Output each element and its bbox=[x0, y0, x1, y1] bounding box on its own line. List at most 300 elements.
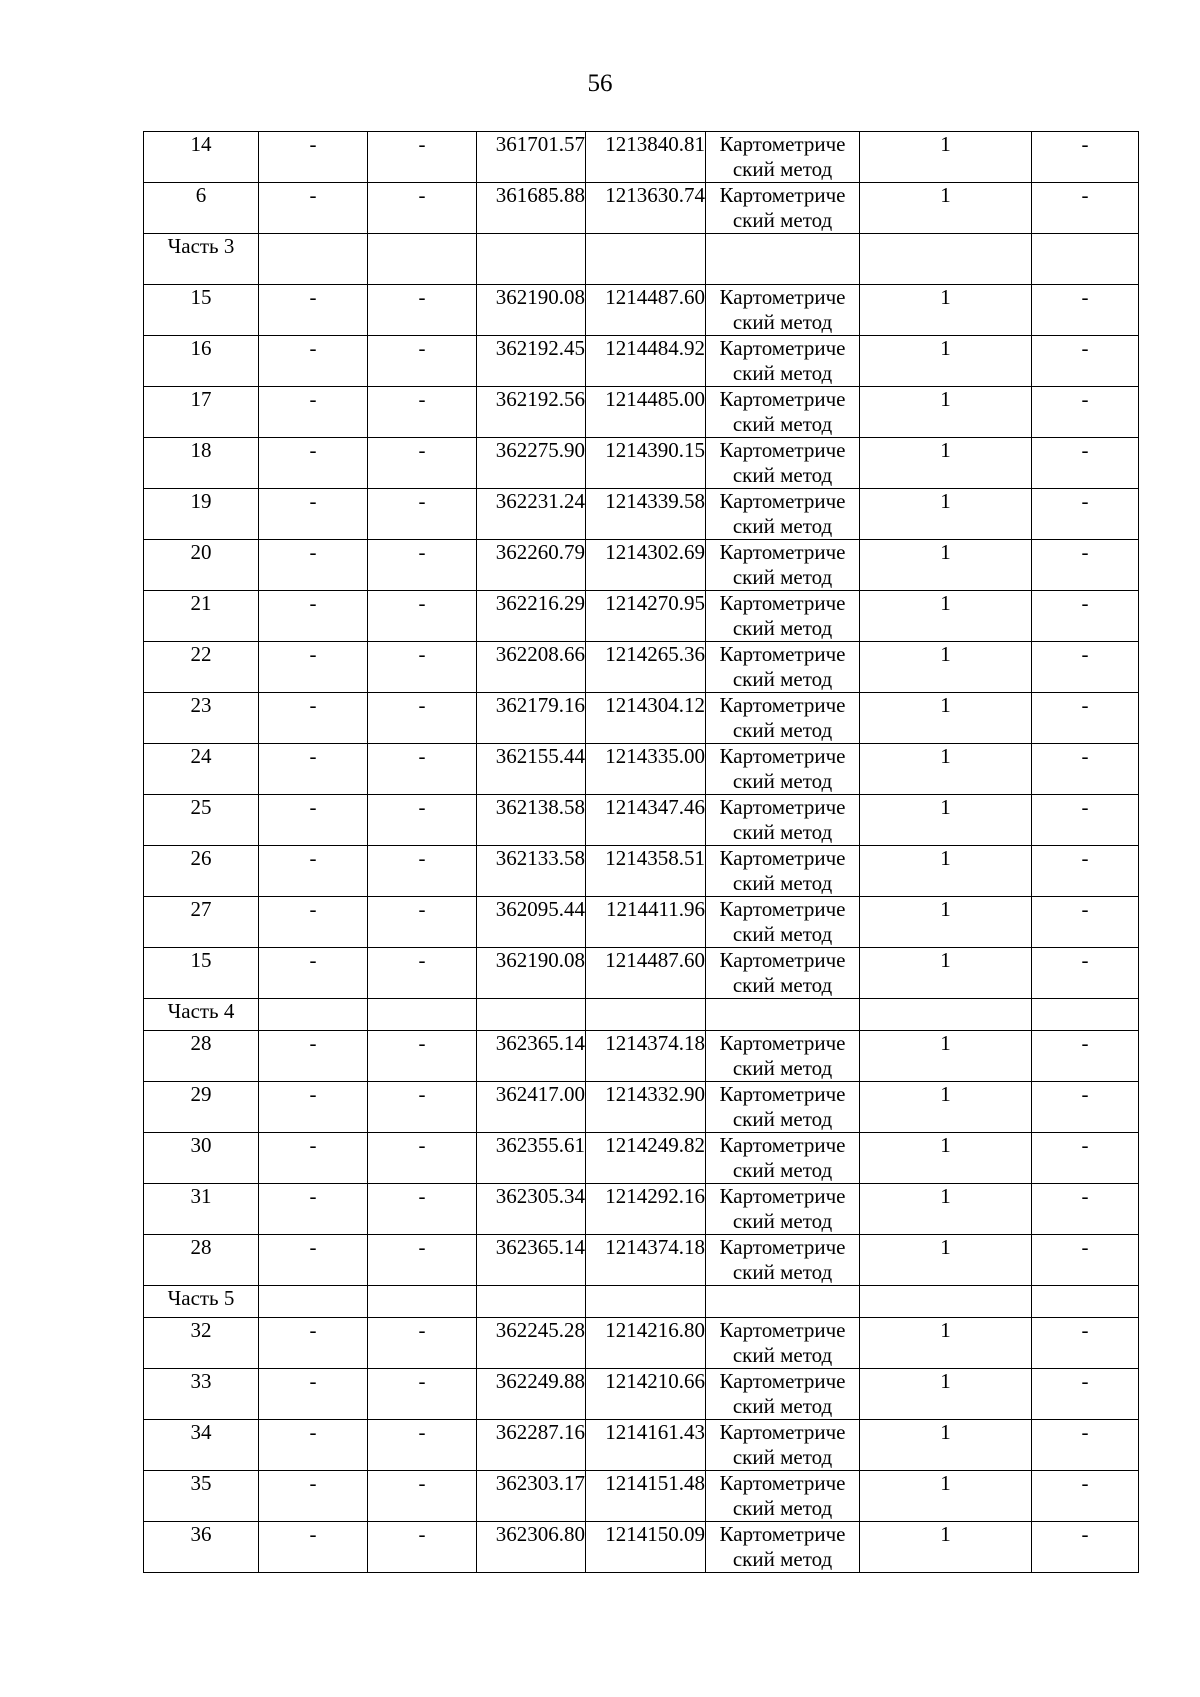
point-number-cell: 23 bbox=[144, 693, 259, 744]
section-row bbox=[144, 999, 1139, 1031]
method-text-line1: Картометриче bbox=[719, 897, 846, 921]
accuracy-cell: 1 bbox=[860, 540, 1032, 591]
y-coordinate-cell: 1214487.60 bbox=[586, 285, 706, 336]
dash-cell: - bbox=[368, 285, 477, 336]
point-number-cell: 26 bbox=[144, 846, 259, 897]
dash-cell: - bbox=[1032, 693, 1139, 744]
method-text-line2: ский метод bbox=[732, 514, 833, 538]
x-coordinate-cell: 362305.34 bbox=[477, 1184, 586, 1235]
y-coordinate-cell: 1214302.69 bbox=[586, 540, 706, 591]
x-coordinate-cell: 362417.00 bbox=[477, 1082, 586, 1133]
empty-cell bbox=[477, 999, 586, 1031]
x-coordinate-cell: 362287.16 bbox=[477, 1420, 586, 1471]
accuracy-cell: 1 bbox=[860, 846, 1032, 897]
y-coordinate-cell: 1214390.15 bbox=[586, 438, 706, 489]
y-coordinate-cell: 1214374.18 bbox=[586, 1031, 706, 1082]
point-number-cell: 25 bbox=[144, 795, 259, 846]
y-coordinate-cell: 1214374.18 bbox=[586, 1235, 706, 1286]
dash-cell: - bbox=[368, 336, 477, 387]
point-number-cell: 28 bbox=[144, 1031, 259, 1082]
method-text-line1: Картометриче bbox=[719, 693, 846, 717]
x-coordinate-cell: 362355.61 bbox=[477, 1133, 586, 1184]
point-number-cell: 20 bbox=[144, 540, 259, 591]
empty-cell bbox=[368, 999, 477, 1031]
dash-cell: - bbox=[368, 846, 477, 897]
x-coordinate-cell: 362260.79 bbox=[477, 540, 586, 591]
dash-cell: - bbox=[368, 1133, 477, 1184]
method-cell bbox=[706, 897, 860, 948]
method-text-line1: Картометриче bbox=[719, 642, 846, 666]
method-text-line1: Картометриче bbox=[719, 744, 846, 768]
method-text-line2: ский метод bbox=[732, 871, 833, 895]
method-text-line1: Картометриче bbox=[719, 285, 846, 309]
method-text-line1: Картометриче bbox=[719, 438, 846, 462]
section-row bbox=[144, 1286, 1139, 1318]
dash-cell: - bbox=[259, 540, 368, 591]
point-number-cell: 32 bbox=[144, 1318, 259, 1369]
empty-cell bbox=[586, 234, 706, 285]
method-text-line2: ский метод bbox=[732, 718, 833, 742]
point-number-cell: 19 bbox=[144, 489, 259, 540]
method-text-line2: ский метод bbox=[732, 565, 833, 589]
method-text-line1: Картометриче bbox=[719, 1471, 846, 1495]
method-cell bbox=[706, 948, 860, 999]
accuracy-cell: 1 bbox=[860, 1082, 1032, 1133]
x-coordinate-cell: 362190.08 bbox=[477, 285, 586, 336]
x-coordinate-cell: 362275.90 bbox=[477, 438, 586, 489]
method-text-line2: ский метод bbox=[732, 208, 833, 232]
accuracy-cell: 1 bbox=[860, 897, 1032, 948]
dash-cell: - bbox=[259, 1369, 368, 1420]
dash-cell: - bbox=[259, 336, 368, 387]
method-cell bbox=[706, 540, 860, 591]
method-text-line2: ский метод bbox=[732, 463, 833, 487]
accuracy-cell: 1 bbox=[860, 1420, 1032, 1471]
x-coordinate-cell: 362133.58 bbox=[477, 846, 586, 897]
dash-cell: - bbox=[1032, 336, 1139, 387]
accuracy-cell: 1 bbox=[860, 489, 1032, 540]
method-cell bbox=[706, 1235, 860, 1286]
method-cell bbox=[706, 1522, 860, 1573]
accuracy-cell: 1 bbox=[860, 1184, 1032, 1235]
dash-cell: - bbox=[1032, 642, 1139, 693]
method-cell bbox=[706, 1420, 860, 1471]
table-row bbox=[144, 1471, 1139, 1522]
method-text-line2: ский метод bbox=[732, 1209, 833, 1233]
method-text-line1: Картометриче bbox=[719, 1031, 846, 1055]
method-text-line2: ский метод bbox=[732, 1547, 833, 1571]
table-body bbox=[144, 132, 1139, 1573]
method-text-line2: ский метод bbox=[732, 1394, 833, 1418]
method-text-line1: Картометриче bbox=[719, 1318, 846, 1342]
x-coordinate-cell: 362365.14 bbox=[477, 1031, 586, 1082]
method-cell bbox=[706, 1184, 860, 1235]
accuracy-cell: 1 bbox=[860, 1471, 1032, 1522]
point-number-cell: 35 bbox=[144, 1471, 259, 1522]
method-text-line1: Картометриче bbox=[719, 540, 846, 564]
method-cell bbox=[706, 1082, 860, 1133]
method-cell bbox=[706, 795, 860, 846]
x-coordinate-cell: 362155.44 bbox=[477, 744, 586, 795]
dash-cell: - bbox=[368, 183, 477, 234]
method-text-line1: Картометриче bbox=[719, 336, 846, 360]
empty-cell bbox=[586, 999, 706, 1031]
table-row bbox=[144, 387, 1139, 438]
dash-cell: - bbox=[1032, 591, 1139, 642]
dash-cell: - bbox=[1032, 1184, 1139, 1235]
y-coordinate-cell: 1214304.12 bbox=[586, 693, 706, 744]
empty-cell bbox=[860, 999, 1032, 1031]
method-cell bbox=[706, 642, 860, 693]
point-number-cell: 30 bbox=[144, 1133, 259, 1184]
empty-cell bbox=[477, 234, 586, 285]
dash-cell: - bbox=[1032, 1471, 1139, 1522]
table-row bbox=[144, 948, 1139, 999]
point-number-cell: 15 bbox=[144, 285, 259, 336]
y-coordinate-cell: 1214161.43 bbox=[586, 1420, 706, 1471]
accuracy-cell: 1 bbox=[860, 336, 1032, 387]
dash-cell: - bbox=[259, 387, 368, 438]
point-number-cell: 34 bbox=[144, 1420, 259, 1471]
accuracy-cell: 1 bbox=[860, 387, 1032, 438]
method-text-line1: Картометриче bbox=[719, 795, 846, 819]
method-cell bbox=[706, 1133, 860, 1184]
y-coordinate-cell: 1214265.36 bbox=[586, 642, 706, 693]
table-row bbox=[144, 1420, 1139, 1471]
dash-cell: - bbox=[368, 591, 477, 642]
method-text-line2: ский метод bbox=[732, 412, 833, 436]
dash-cell: - bbox=[259, 1133, 368, 1184]
dash-cell: - bbox=[1032, 183, 1139, 234]
table-row bbox=[144, 1369, 1139, 1420]
dash-cell: - bbox=[259, 1522, 368, 1573]
accuracy-cell: 1 bbox=[860, 285, 1032, 336]
y-coordinate-cell: 1214335.00 bbox=[586, 744, 706, 795]
dash-cell: - bbox=[1032, 1133, 1139, 1184]
empty-cell bbox=[1032, 234, 1139, 285]
method-text-line2: ский метод bbox=[732, 1260, 833, 1284]
y-coordinate-cell: 1214484.92 bbox=[586, 336, 706, 387]
dash-cell: - bbox=[259, 132, 368, 183]
dash-cell: - bbox=[259, 1420, 368, 1471]
method-text-line2: ский метод bbox=[732, 1496, 833, 1520]
x-coordinate-cell: 362231.24 bbox=[477, 489, 586, 540]
dash-cell: - bbox=[1032, 897, 1139, 948]
dash-cell: - bbox=[368, 1420, 477, 1471]
dash-cell: - bbox=[259, 642, 368, 693]
x-coordinate-cell: 362095.44 bbox=[477, 897, 586, 948]
dash-cell: - bbox=[259, 1184, 368, 1235]
empty-cell bbox=[368, 1286, 477, 1318]
method-cell bbox=[706, 846, 860, 897]
method-text-line1: Картометриче bbox=[719, 1235, 846, 1259]
accuracy-cell: 1 bbox=[860, 1133, 1032, 1184]
table-row bbox=[144, 795, 1139, 846]
dash-cell: - bbox=[259, 489, 368, 540]
point-number-cell: 15 bbox=[144, 948, 259, 999]
table-row bbox=[144, 336, 1139, 387]
accuracy-cell: 1 bbox=[860, 1369, 1032, 1420]
table-row bbox=[144, 183, 1139, 234]
method-cell bbox=[706, 489, 860, 540]
x-coordinate-cell: 362365.14 bbox=[477, 1235, 586, 1286]
y-coordinate-cell: 1214270.95 bbox=[586, 591, 706, 642]
method-cell bbox=[706, 1369, 860, 1420]
point-number-cell: 22 bbox=[144, 642, 259, 693]
accuracy-cell: 1 bbox=[860, 693, 1032, 744]
method-text-line1: Картометриче bbox=[719, 1133, 846, 1157]
method-cell bbox=[706, 132, 860, 183]
y-coordinate-cell: 1214249.82 bbox=[586, 1133, 706, 1184]
dash-cell: - bbox=[368, 1471, 477, 1522]
dash-cell: - bbox=[368, 1184, 477, 1235]
method-text-line2: ский метод bbox=[732, 1445, 833, 1469]
dash-cell: - bbox=[368, 1031, 477, 1082]
x-coordinate-cell: 362138.58 bbox=[477, 795, 586, 846]
empty-cell bbox=[860, 234, 1032, 285]
method-text-line1: Картометриче bbox=[719, 1369, 846, 1393]
accuracy-cell: 1 bbox=[860, 642, 1032, 693]
method-text-line1: Картометриче bbox=[719, 183, 846, 207]
empty-cell bbox=[706, 234, 860, 285]
method-cell bbox=[706, 183, 860, 234]
method-text-line2: ский метод bbox=[732, 1158, 833, 1182]
point-number-cell: 18 bbox=[144, 438, 259, 489]
y-coordinate-cell: 1214151.48 bbox=[586, 1471, 706, 1522]
method-cell bbox=[706, 387, 860, 438]
method-text-line2: ский метод bbox=[732, 769, 833, 793]
accuracy-cell: 1 bbox=[860, 132, 1032, 183]
dash-cell: - bbox=[368, 1369, 477, 1420]
y-coordinate-cell: 1214150.09 bbox=[586, 1522, 706, 1573]
table-row bbox=[144, 489, 1139, 540]
dash-cell: - bbox=[259, 591, 368, 642]
x-coordinate-cell: 362179.16 bbox=[477, 693, 586, 744]
empty-cell bbox=[1032, 999, 1139, 1031]
method-cell bbox=[706, 1031, 860, 1082]
point-number-cell: 28 bbox=[144, 1235, 259, 1286]
dash-cell: - bbox=[1032, 540, 1139, 591]
dash-cell: - bbox=[1032, 1369, 1139, 1420]
method-text-line2: ский метод bbox=[732, 616, 833, 640]
dash-cell: - bbox=[259, 1082, 368, 1133]
accuracy-cell: 1 bbox=[860, 1522, 1032, 1573]
point-number-cell: 36 bbox=[144, 1522, 259, 1573]
dash-cell: - bbox=[259, 795, 368, 846]
point-number-cell: 6 bbox=[144, 183, 259, 234]
method-text-line2: ский метод bbox=[732, 820, 833, 844]
accuracy-cell: 1 bbox=[860, 1318, 1032, 1369]
accuracy-cell: 1 bbox=[860, 795, 1032, 846]
method-cell bbox=[706, 336, 860, 387]
dash-cell: - bbox=[1032, 948, 1139, 999]
method-text-line1: Картометриче bbox=[719, 1420, 846, 1444]
y-coordinate-cell: 1214485.00 bbox=[586, 387, 706, 438]
dash-cell: - bbox=[368, 693, 477, 744]
method-cell bbox=[706, 285, 860, 336]
dash-cell: - bbox=[368, 438, 477, 489]
point-number-cell: 14 bbox=[144, 132, 259, 183]
dash-cell: - bbox=[368, 132, 477, 183]
x-coordinate-cell: 361685.88 bbox=[477, 183, 586, 234]
accuracy-cell: 1 bbox=[860, 438, 1032, 489]
y-coordinate-cell: 1214292.16 bbox=[586, 1184, 706, 1235]
method-text-line2: ский метод bbox=[732, 1107, 833, 1131]
dash-cell: - bbox=[259, 183, 368, 234]
dash-cell: - bbox=[259, 1471, 368, 1522]
x-coordinate-cell: 362249.88 bbox=[477, 1369, 586, 1420]
method-cell bbox=[706, 1318, 860, 1369]
x-coordinate-cell: 362245.28 bbox=[477, 1318, 586, 1369]
x-coordinate-cell: 362208.66 bbox=[477, 642, 586, 693]
point-number-cell: 17 bbox=[144, 387, 259, 438]
dash-cell: - bbox=[368, 1082, 477, 1133]
x-coordinate-cell: 362192.56 bbox=[477, 387, 586, 438]
accuracy-cell: 1 bbox=[860, 1031, 1032, 1082]
dash-cell: - bbox=[1032, 1318, 1139, 1369]
x-coordinate-cell: 362306.80 bbox=[477, 1522, 586, 1573]
method-text-line2: ский метод bbox=[732, 157, 833, 181]
method-cell bbox=[706, 438, 860, 489]
method-text-line2: ский метод bbox=[732, 667, 833, 691]
point-number-cell: 24 bbox=[144, 744, 259, 795]
table-row bbox=[144, 132, 1139, 183]
method-text-line1: Картометриче bbox=[719, 1082, 846, 1106]
table-row bbox=[144, 1318, 1139, 1369]
y-coordinate-cell: 1214210.66 bbox=[586, 1369, 706, 1420]
y-coordinate-cell: 1213840.81 bbox=[586, 132, 706, 183]
point-number-cell: 16 bbox=[144, 336, 259, 387]
x-coordinate-cell: 362303.17 bbox=[477, 1471, 586, 1522]
dash-cell: - bbox=[259, 693, 368, 744]
table-row bbox=[144, 642, 1139, 693]
method-cell bbox=[706, 744, 860, 795]
method-text-line1: Картометриче bbox=[719, 948, 846, 972]
method-cell bbox=[706, 1471, 860, 1522]
table-row bbox=[144, 846, 1139, 897]
dash-cell: - bbox=[368, 948, 477, 999]
x-coordinate-cell: 362192.45 bbox=[477, 336, 586, 387]
dash-cell: - bbox=[1032, 1420, 1139, 1471]
empty-cell bbox=[860, 1286, 1032, 1318]
dash-cell: - bbox=[1032, 1235, 1139, 1286]
method-text-line1: Картометриче bbox=[719, 1184, 846, 1208]
dash-cell: - bbox=[368, 897, 477, 948]
dash-cell: - bbox=[368, 387, 477, 438]
dash-cell: - bbox=[259, 948, 368, 999]
x-coordinate-cell: 362216.29 bbox=[477, 591, 586, 642]
point-number-cell: 29 bbox=[144, 1082, 259, 1133]
dash-cell: - bbox=[259, 744, 368, 795]
dash-cell: - bbox=[259, 1235, 368, 1286]
dash-cell: - bbox=[368, 1318, 477, 1369]
table-row bbox=[144, 540, 1139, 591]
y-coordinate-cell: 1214487.60 bbox=[586, 948, 706, 999]
method-text-line1: Картометриче bbox=[719, 387, 846, 411]
dash-cell: - bbox=[1032, 387, 1139, 438]
point-number-cell: 33 bbox=[144, 1369, 259, 1420]
table-row bbox=[144, 438, 1139, 489]
y-coordinate-cell: 1214347.46 bbox=[586, 795, 706, 846]
section-label: Часть 3 bbox=[144, 234, 259, 285]
dash-cell: - bbox=[368, 795, 477, 846]
empty-cell bbox=[586, 1286, 706, 1318]
empty-cell bbox=[706, 999, 860, 1031]
dash-cell: - bbox=[259, 1318, 368, 1369]
empty-cell bbox=[368, 234, 477, 285]
dash-cell: - bbox=[1032, 846, 1139, 897]
dash-cell: - bbox=[1032, 438, 1139, 489]
dash-cell: - bbox=[368, 489, 477, 540]
empty-cell bbox=[259, 234, 368, 285]
method-text-line1: Картометриче bbox=[719, 132, 846, 156]
dash-cell: - bbox=[1032, 795, 1139, 846]
method-text-line2: ский метод bbox=[732, 922, 833, 946]
table-row bbox=[144, 897, 1139, 948]
method-text-line2: ский метод bbox=[732, 310, 833, 334]
table-row bbox=[144, 1133, 1139, 1184]
method-text-line1: Картометриче bbox=[719, 489, 846, 513]
method-cell bbox=[706, 591, 860, 642]
x-coordinate-cell: 362190.08 bbox=[477, 948, 586, 999]
table-row bbox=[144, 1031, 1139, 1082]
method-text-line2: ский метод bbox=[732, 973, 833, 997]
table-row bbox=[144, 693, 1139, 744]
y-coordinate-cell: 1214358.51 bbox=[586, 846, 706, 897]
point-number-cell: 21 bbox=[144, 591, 259, 642]
y-coordinate-cell: 1214216.80 bbox=[586, 1318, 706, 1369]
y-coordinate-cell: 1213630.74 bbox=[586, 183, 706, 234]
accuracy-cell: 1 bbox=[860, 183, 1032, 234]
dash-cell: - bbox=[1032, 489, 1139, 540]
dash-cell: - bbox=[368, 642, 477, 693]
dash-cell: - bbox=[1032, 132, 1139, 183]
table-row bbox=[144, 1522, 1139, 1573]
table-row bbox=[144, 1235, 1139, 1286]
table-row bbox=[144, 285, 1139, 336]
accuracy-cell: 1 bbox=[860, 948, 1032, 999]
method-text-line1: Картометриче bbox=[719, 591, 846, 615]
dash-cell: - bbox=[259, 897, 368, 948]
accuracy-cell: 1 bbox=[860, 744, 1032, 795]
accuracy-cell: 1 bbox=[860, 591, 1032, 642]
table-row bbox=[144, 1184, 1139, 1235]
dash-cell: - bbox=[259, 1031, 368, 1082]
empty-cell bbox=[477, 1286, 586, 1318]
empty-cell bbox=[1032, 1286, 1139, 1318]
table-row bbox=[144, 1082, 1139, 1133]
point-number-cell: 27 bbox=[144, 897, 259, 948]
table-row bbox=[144, 744, 1139, 795]
method-text-line2: ский метод bbox=[732, 1343, 833, 1367]
dash-cell: - bbox=[368, 540, 477, 591]
empty-cell bbox=[259, 999, 368, 1031]
table-row bbox=[144, 591, 1139, 642]
dash-cell: - bbox=[1032, 1522, 1139, 1573]
dash-cell: - bbox=[1032, 744, 1139, 795]
y-coordinate-cell: 1214339.58 bbox=[586, 489, 706, 540]
dash-cell: - bbox=[1032, 1082, 1139, 1133]
dash-cell: - bbox=[259, 285, 368, 336]
empty-cell bbox=[706, 1286, 860, 1318]
dash-cell: - bbox=[259, 438, 368, 489]
y-coordinate-cell: 1214332.90 bbox=[586, 1082, 706, 1133]
x-coordinate-cell: 361701.57 bbox=[477, 132, 586, 183]
dash-cell: - bbox=[368, 744, 477, 795]
page-number: 56 bbox=[587, 70, 613, 97]
dash-cell: - bbox=[1032, 285, 1139, 336]
accuracy-cell: 1 bbox=[860, 1235, 1032, 1286]
